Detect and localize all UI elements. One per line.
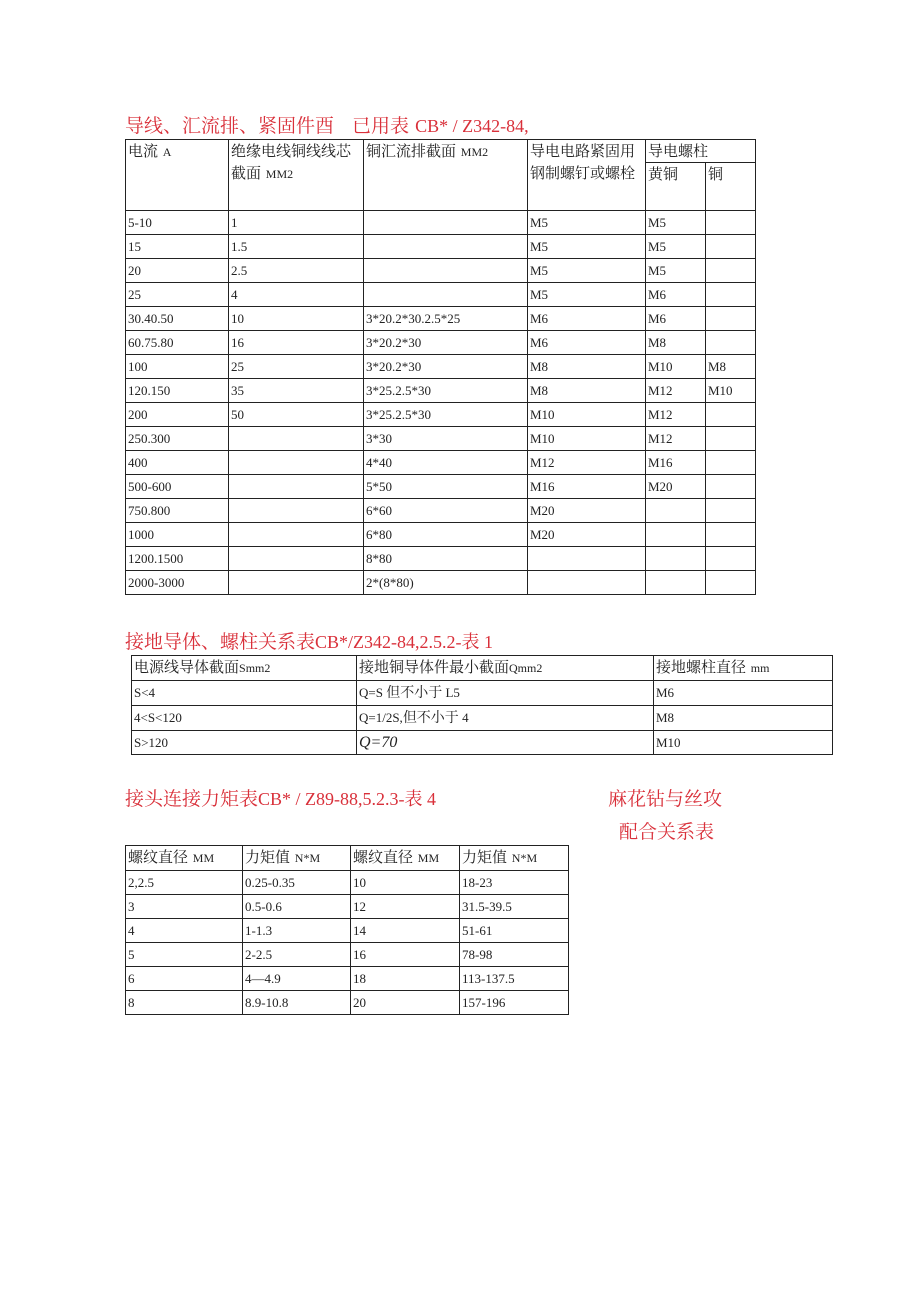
header-copper: 铜	[706, 163, 756, 211]
header-stud-diameter: 接地螺柱直径 mm	[654, 656, 833, 681]
cell: 3*20.2*30	[364, 355, 528, 379]
cell: M20	[646, 475, 706, 499]
table-row	[126, 211, 756, 235]
cell: 6*60	[364, 499, 528, 523]
cell: 16	[351, 943, 460, 967]
cell: M5	[528, 259, 646, 283]
table1-title-b: 已用表	[352, 115, 410, 137]
cell: 60.75.80	[126, 331, 229, 355]
cell: M5	[646, 235, 706, 259]
cell: 1.5	[229, 235, 364, 259]
conductor-busbar-fastener-table	[125, 139, 756, 595]
cell: Q=S 但不小于 L5	[357, 681, 654, 706]
cell: M20	[528, 499, 646, 523]
cell: 8*80	[364, 547, 528, 571]
cell: 20	[351, 991, 460, 1015]
table1-title-a: 导线、汇流排、紧固件酉	[125, 115, 335, 137]
drill-tap-title-line1: 麻花钻与丝攻	[608, 788, 723, 810]
cell: M8	[706, 355, 756, 379]
table-row	[126, 307, 756, 331]
table3-title-text: 接头连接力矩表	[125, 788, 259, 810]
cell	[229, 499, 364, 523]
table-row	[126, 331, 756, 355]
cell	[229, 523, 364, 547]
cell: 18-23	[460, 871, 569, 895]
cell	[229, 427, 364, 451]
cell	[706, 259, 756, 283]
table1-title	[125, 115, 529, 137]
cell	[706, 211, 756, 235]
header-stud: 导电螺柱	[646, 140, 756, 163]
cell: M6	[646, 307, 706, 331]
header-fastener: 导电电路紧固用钢制螺钉或螺栓	[528, 140, 646, 211]
cell	[706, 331, 756, 355]
cell: 78-98	[460, 943, 569, 967]
cell: 3*20.2*30.2.5*25	[364, 307, 528, 331]
cell: 4<S<120	[132, 706, 357, 731]
cell: M6	[646, 283, 706, 307]
header-torque-1: 力矩值 N*M	[243, 846, 351, 871]
cell: 0.25-0.35	[243, 871, 351, 895]
header-torque-2: 力矩值 N*M	[460, 846, 569, 871]
table-row	[126, 967, 569, 991]
table-row	[126, 871, 569, 895]
table-row	[126, 571, 756, 595]
cell: 400	[126, 451, 229, 475]
cell: 31.5-39.5	[460, 895, 569, 919]
cell: M5	[528, 211, 646, 235]
cell: 4	[126, 919, 243, 943]
cell: 200	[126, 403, 229, 427]
cell	[229, 571, 364, 595]
cell: M20	[528, 523, 646, 547]
cell: 20	[126, 259, 229, 283]
table1-title-code: CB* / Z342-84,	[415, 116, 529, 136]
cell: 113-137.5	[460, 967, 569, 991]
cell: M8	[654, 706, 833, 731]
cell	[528, 547, 646, 571]
cell	[706, 475, 756, 499]
table-row	[126, 523, 756, 547]
table-row	[126, 259, 756, 283]
table-row	[126, 547, 756, 571]
cell: 6	[126, 967, 243, 991]
table-row	[126, 403, 756, 427]
cell: Q=70	[357, 731, 654, 755]
table-row	[126, 355, 756, 379]
table-row	[126, 919, 569, 943]
table-row	[126, 475, 756, 499]
table1-header-row	[126, 140, 756, 163]
cell	[364, 259, 528, 283]
cell	[364, 211, 528, 235]
cell	[706, 547, 756, 571]
table2-header-row	[132, 656, 833, 681]
header-ground-conductor: 接地铜导体件最小截面Qmm2	[357, 656, 654, 681]
cell	[646, 523, 706, 547]
cell: S>120	[132, 731, 357, 755]
cell: M12	[646, 379, 706, 403]
header-thread-dia-2: 螺纹直径 MM	[351, 846, 460, 871]
cell	[706, 523, 756, 547]
table-row	[126, 379, 756, 403]
cell: 10	[229, 307, 364, 331]
cell: M5	[528, 283, 646, 307]
table3-title	[125, 788, 436, 810]
cell: M6	[528, 331, 646, 355]
cell: 3*30	[364, 427, 528, 451]
cell: 100	[126, 355, 229, 379]
cell	[706, 403, 756, 427]
table-row	[126, 895, 569, 919]
cell: M16	[528, 475, 646, 499]
cell	[229, 451, 364, 475]
cell: 2000-3000	[126, 571, 229, 595]
cell: 25	[229, 355, 364, 379]
cell: M8	[528, 355, 646, 379]
table-row	[126, 427, 756, 451]
cell: 3*25.2.5*30	[364, 379, 528, 403]
cell: 157-196	[460, 991, 569, 1015]
cell: M6	[528, 307, 646, 331]
cell: 35	[229, 379, 364, 403]
cell	[229, 547, 364, 571]
cell	[706, 283, 756, 307]
cell	[706, 307, 756, 331]
cell: M12	[646, 403, 706, 427]
table-row	[126, 991, 569, 1015]
cell	[528, 571, 646, 595]
cell: S<4	[132, 681, 357, 706]
cell	[706, 499, 756, 523]
table2-title	[125, 631, 493, 653]
cell	[646, 547, 706, 571]
cell: M5	[646, 259, 706, 283]
drill-tap-title-line2: 配合关系表	[619, 821, 715, 843]
table2-title-code: CB*/Z342-84,2.5.2-表 1	[315, 632, 494, 652]
header-current: 电流 A	[126, 140, 229, 211]
cell: 2*(8*80)	[364, 571, 528, 595]
cell: 6*80	[364, 523, 528, 547]
cell: 12	[351, 895, 460, 919]
cell: M12	[646, 427, 706, 451]
cell: 120.150	[126, 379, 229, 403]
cell: 3*25.2.5*30	[364, 403, 528, 427]
cell: M10	[654, 731, 833, 755]
cell: M8	[646, 331, 706, 355]
cell: 8	[126, 991, 243, 1015]
cell	[706, 571, 756, 595]
cell: M12	[528, 451, 646, 475]
cell: 750.800	[126, 499, 229, 523]
cell	[364, 283, 528, 307]
cell: 10	[351, 871, 460, 895]
cell: M10	[528, 403, 646, 427]
header-power-wire: 电源线导体截面Smm2	[132, 656, 357, 681]
header-busbar-section: 铜汇流排截面 MM2	[364, 140, 528, 211]
table3-header-row	[126, 846, 569, 871]
header-thread-dia-1: 螺纹直径 MM	[126, 846, 243, 871]
cell: Q=1/2S,但不小于 4	[357, 706, 654, 731]
cell: 30.40.50	[126, 307, 229, 331]
cell: 51-61	[460, 919, 569, 943]
cell: 16	[229, 331, 364, 355]
table-row	[126, 451, 756, 475]
cell: 5*50	[364, 475, 528, 499]
cell: 4—4.9	[243, 967, 351, 991]
cell: 3	[126, 895, 243, 919]
cell: M16	[646, 451, 706, 475]
cell: 1	[229, 211, 364, 235]
cell: 2-2.5	[243, 943, 351, 967]
cell: 5-10	[126, 211, 229, 235]
grounding-conductor-table	[131, 655, 833, 755]
cell: 250.300	[126, 427, 229, 451]
cell: M10	[528, 427, 646, 451]
cell: 1000	[126, 523, 229, 547]
joint-torque-table	[125, 845, 569, 1015]
table-row	[126, 235, 756, 259]
cell: 14	[351, 919, 460, 943]
table-row	[132, 731, 833, 755]
table-row	[132, 706, 833, 731]
cell: M10	[646, 355, 706, 379]
cell: M10	[706, 379, 756, 403]
cell: 3*20.2*30	[364, 331, 528, 355]
cell	[706, 451, 756, 475]
cell: 4*40	[364, 451, 528, 475]
cell	[706, 235, 756, 259]
table-row	[126, 943, 569, 967]
cell: M8	[528, 379, 646, 403]
cell: 50	[229, 403, 364, 427]
cell	[646, 571, 706, 595]
cell: 500-600	[126, 475, 229, 499]
cell: 1200.1500	[126, 547, 229, 571]
cell: 2,2.5	[126, 871, 243, 895]
header-brass: 黄铜	[646, 163, 706, 211]
cell: M6	[654, 681, 833, 706]
cell: 5	[126, 943, 243, 967]
cell	[706, 427, 756, 451]
cell	[229, 475, 364, 499]
cell: 4	[229, 283, 364, 307]
table3-title-code: CB* / Z89-88,5.2.3-表 4	[258, 789, 437, 809]
cell: M5	[646, 211, 706, 235]
cell: 25	[126, 283, 229, 307]
cell: 0.5-0.6	[243, 895, 351, 919]
cell: 15	[126, 235, 229, 259]
table-row	[126, 499, 756, 523]
header-wire-section: 绝缘电线铜线线芯截面 MM2	[229, 140, 364, 211]
cell	[364, 235, 528, 259]
cell: 8.9-10.8	[243, 991, 351, 1015]
cell: 1-1.3	[243, 919, 351, 943]
cell: M5	[528, 235, 646, 259]
cell: 18	[351, 967, 460, 991]
table-row	[132, 681, 833, 706]
cell	[646, 499, 706, 523]
cell: 2.5	[229, 259, 364, 283]
table-row	[126, 283, 756, 307]
table2-title-text: 接地导体、螺柱关系表	[125, 631, 316, 653]
